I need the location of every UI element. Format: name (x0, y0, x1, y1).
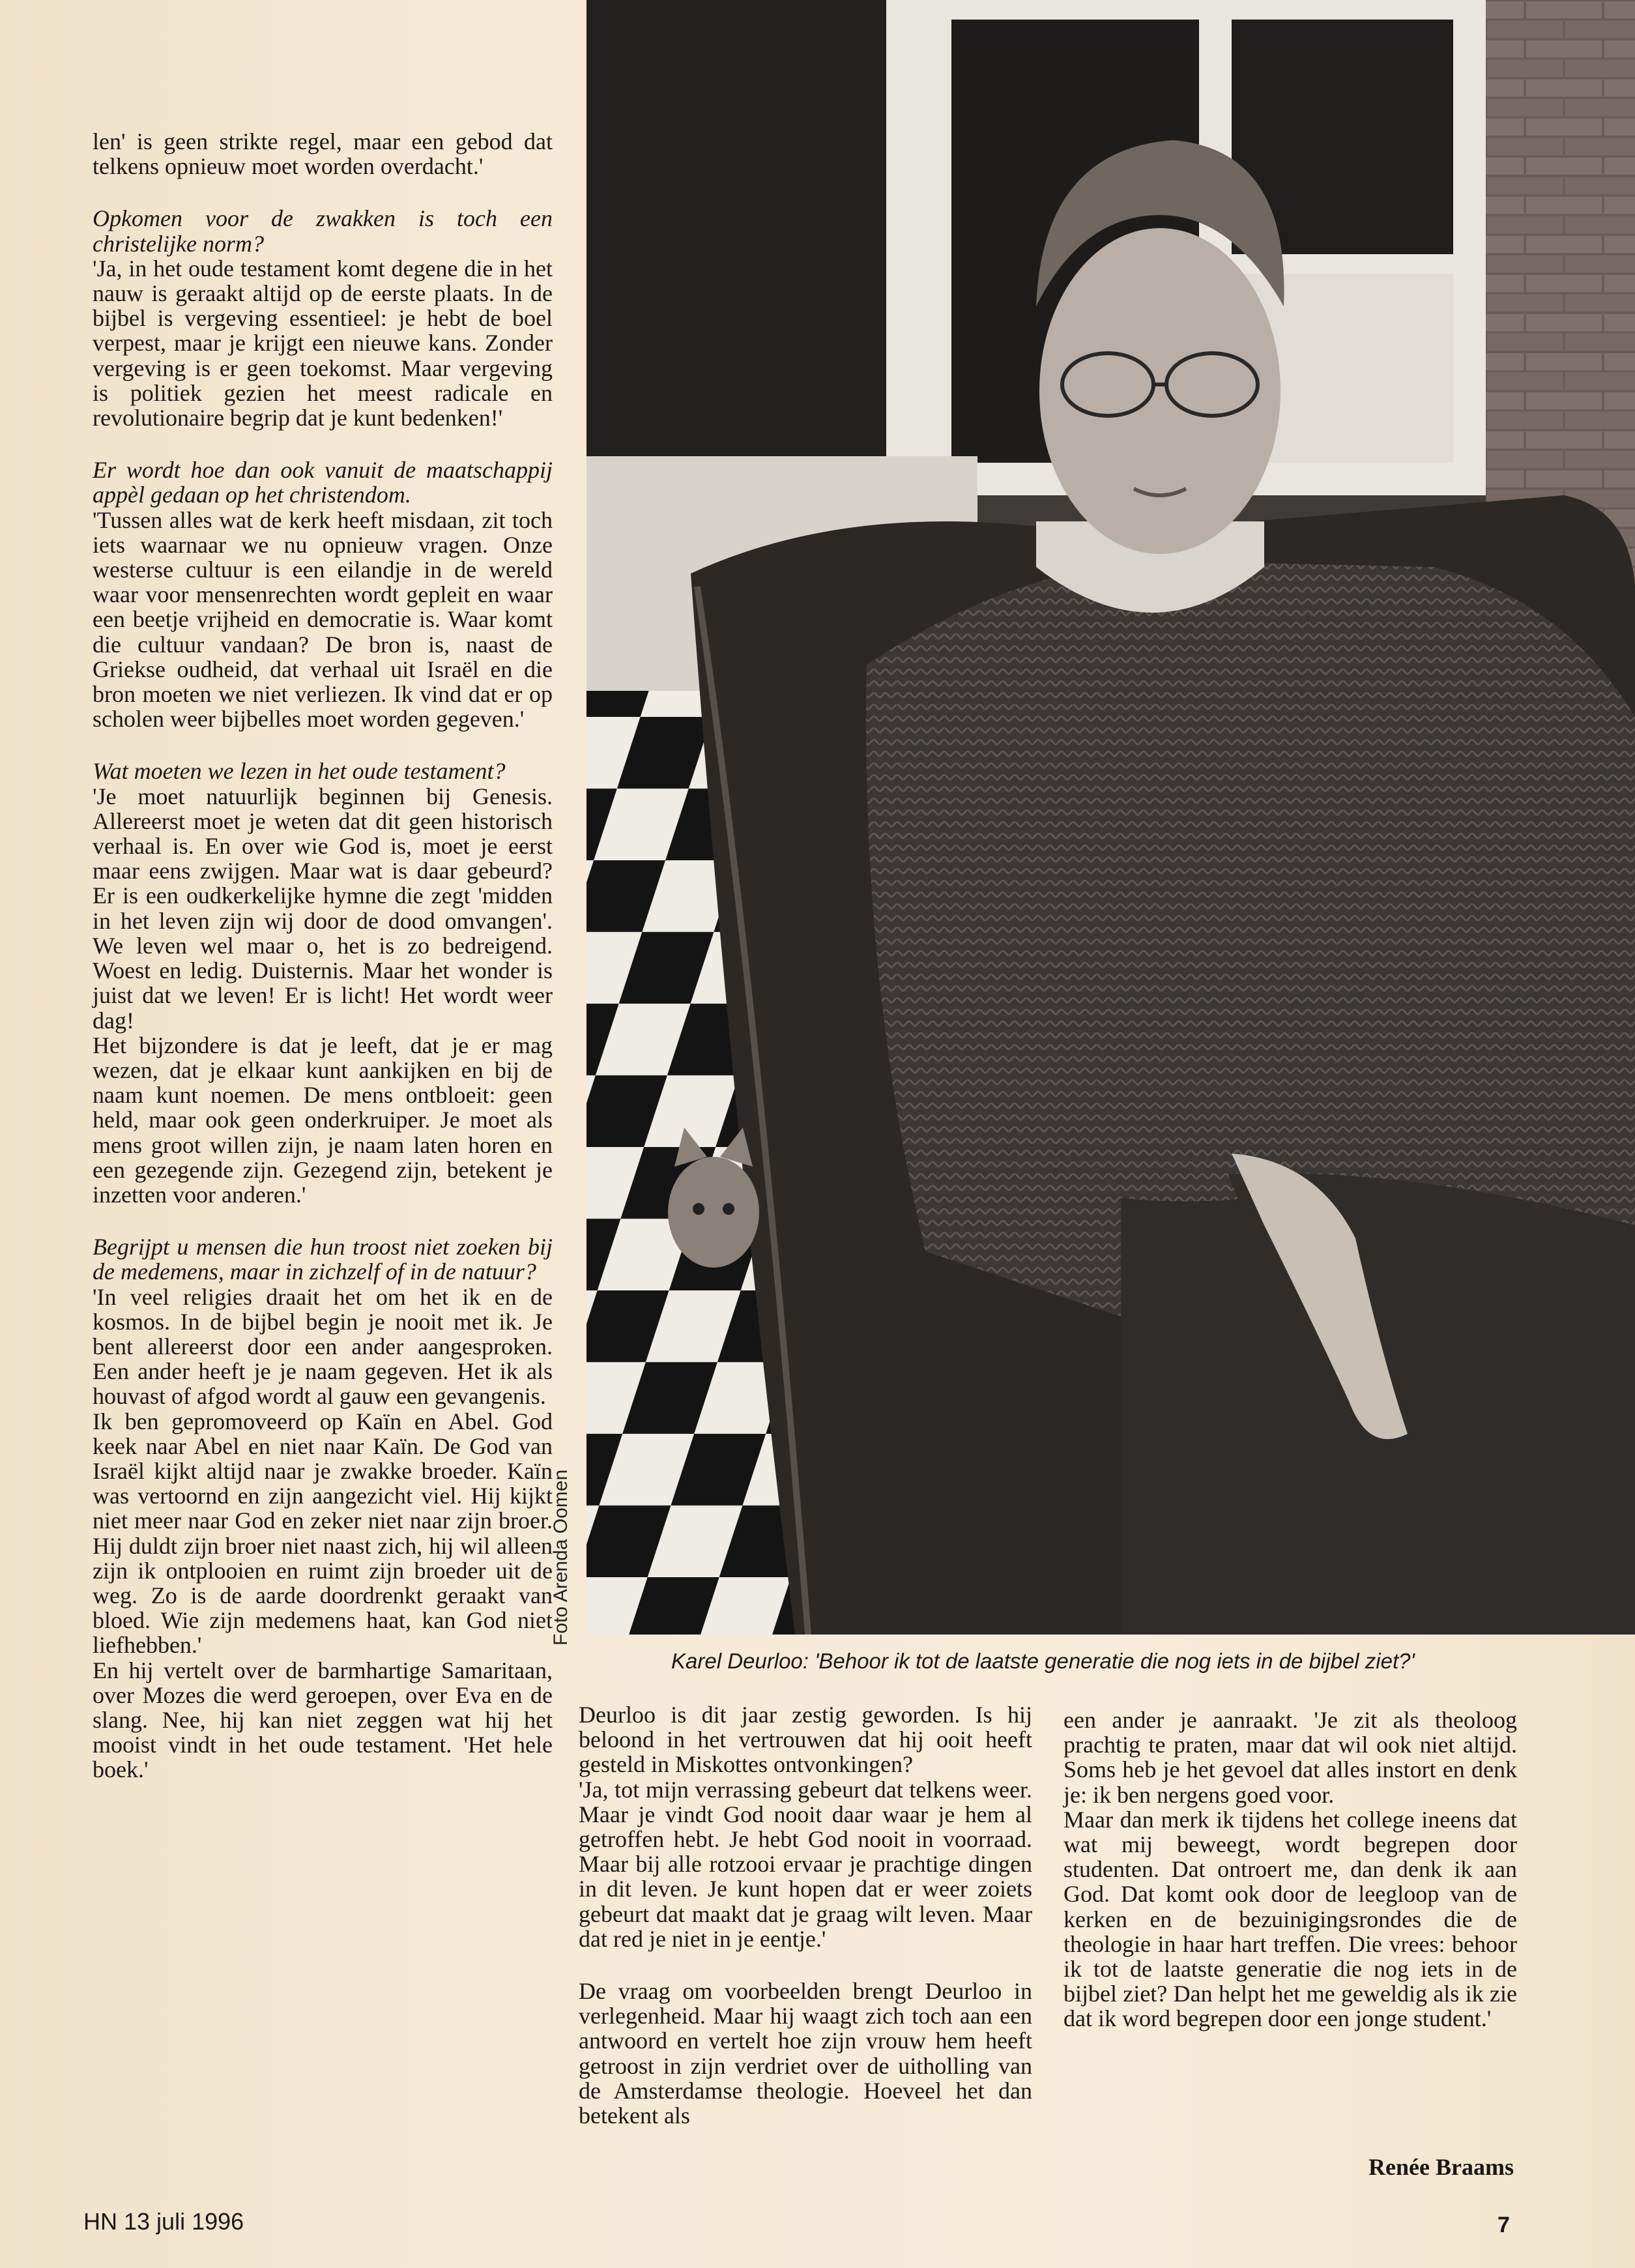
article-column-2 (579, 1702, 1032, 2128)
article-column-3 (1063, 1708, 1517, 2031)
paragraph: En hij vertelt over de barmhartige Samaritaan, over Mozes die werd geroepen, over Eva en de slang. Nee, hij kan niet zeggen wat hij het mooist vindt in het oude testament. 'Het hele boek.' (93, 1657, 553, 1783)
paragraph: 'Je moet natuurlijk beginnen bij Genesis. Allereerst moet je weten dat dit geen historisch verhaal is. En over wie God is, moet je eerst maar eens zwijgen. Maar wat is daar gebeurd? Er is een oudkerkelijke hymne die zegt 'midden in het leven zijn wij door de dood omvangen'. We leven wel maar o, het is zo bedreigend. Woest en ledig. Duisternis. Maar het wonder is juist dat we leven! Er is licht! Het wordt weer dag! (93, 783, 553, 1034)
paragraph: 'In veel religies draait het om het ik en de kosmos. In de bijbel begin je nooit met ik. Je bent allereerst door een ander aangesproken. Een ander heeft je je naam gegeven. Het ik als houvast of afgod wordt al gauw een gevangenis. (93, 1283, 553, 1410)
interview-question: Wat moeten we lezen in het oude testament? (93, 758, 506, 785)
paragraph: Deurloo is dit jaar zestig geworden. Is hij beloond in het vertrouwen dat hij ooit heeft gesteld in Miskottes ontvonkingen? (579, 1702, 1032, 1778)
paragraph: De vraag om voorbeelden brengt Deurloo in verlegenheid. Maar hij waagt zich toch aan een antwoord en vertelt hoe zijn vrouw hem heeft getroost in zijn verdriet over de uitholling van de Amsterdamse theologie. Hoeveel het dan betekent als (579, 1978, 1032, 2129)
publication-name: HN (83, 2208, 117, 2235)
paragraph: 'Ja, tot mijn verrassing gebeurt dat telkens weer. Maar je vindt God nooit daar waar je hem al getroffen hebt. Je hebt God nooit in voorraad. Maar bij alle rotzooi ervaar je prachtige dingen in dit leven. Je kunt hopen dat er weer zoiets gebeurt dat maakt dat je graag wilt leven. Maar dat red je niet in je eentje.' (579, 1776, 1032, 1952)
paragraph: Ik ben gepromoveerd op Kaïn en Abel. God keek naar Abel en niet naar Kaïn. De God van Israël kijkt altijd naar je zwakke broeder. Kaïn was vertoornd en zijn aangezicht viel. Hij kijkt niet meer naar God en zeker niet naar zijn broer. Hij duldt zijn broer niet naast zich, hij wil alleen zijn ik ontplooien en ruimt zijn broeder uit de weg. Zo is de aarde doordrenkt geraakt van bloed. Wie zijn medemens haat, kan God niet liefhebben.' (93, 1408, 553, 1659)
page-number: 7 (1498, 2213, 1510, 2237)
photo-credit: Foto Arenda Oomen (550, 1469, 572, 1646)
interview-question: Er wordt hoe dan ook vanuit de maatschappij appèl gedaan op het christendom. (93, 457, 553, 508)
paragraph: 'Tussen alles wat de kerk heeft misdaan, zit toch iets waarnaar we nu opnieuw vragen. Onze westerse cultuur is een eilandje in de wereld waar voor mensenrechten wordt gepleit en waar een beetje vrijheid en democratie is. Waar komt die cultuur vandaan? De bron is, naast de Griekse oudheid, dat verhaal uit Israël en die bron moeten we niet verliezen. Ik vind dat er op scholen weer bijbelles moet worden gegeven.' (93, 506, 553, 733)
article-column-1 (93, 129, 553, 1782)
photo-caption: Karel Deurloo: 'Behoor ik tot de laatste generatie die nog iets in de bijbel ziet?' (671, 1649, 1415, 1673)
paragraph: 'Ja, in het oude testament komt degene die in het nauw is geraakt altijd op de eerste plaats. In de bijbel is vergeving essentieel: je hebt de boel verpest, maar je krijgt een nieuwe kans. Zonder vergeving is er geen toekomst. Maar vergeving is politiek gezien het meest radicale en revolutionaire begrip dat je kunt bedenken!' (93, 255, 553, 431)
interview-question: Begrijpt u mensen die hun troost niet zoeken bij de medemens, maar in zichzelf of in de natuur? (93, 1234, 553, 1285)
portrait-illustration (586, 0, 1635, 1635)
paragraph: len' is geen strikte regel, maar een gebod dat telkens opnieuw moet worden overdacht.' (93, 128, 553, 180)
interview-question: Opkomen voor de zwakken is toch een christelijke norm? (93, 205, 553, 257)
footer-publication (83, 2208, 244, 2235)
paragraph: een ander je aanraakt. 'Je zit als theoloog prachtig te praten, maar dat wil ook niet altijd. Soms heb je het gevoel dat alles instort en denk je: ik ben nergens goed voor. (1063, 1707, 1517, 1808)
portrait-photo (586, 0, 1635, 1635)
publication-date: 13 juli 1996 (124, 2208, 244, 2235)
author-byline: Renée Braams (1368, 2154, 1514, 2180)
paragraph: Het bijzondere is dat je leeft, dat je er mag wezen, dat je elkaar kunt aankijken en bij de naam kunt noemen. De mens ontbloeit: geen held, maar ook geen onderkruiper. Je moet als mens groot willen zijn, je naam laten horen en een gezegende zijn. Gezegend zijn, betekent je inzetten voor anderen.' (93, 1032, 553, 1208)
paragraph: Maar dan merk ik tijdens het college ineens dat wat mij beweegt, wordt begrepen door studenten. Dat ontroert me, dan denk ik aan God. Dat komt ook door de leegloop van de kerken en de bezuinigingsrondes die de theologie in haar hart treffen. Die vrees: behoor ik tot de laatste generatie die nog iets in de bijbel ziet? Dan helpt het me geweldig als ik zie dat ik word begrepen door een jonge student.' (1063, 1806, 1517, 2032)
